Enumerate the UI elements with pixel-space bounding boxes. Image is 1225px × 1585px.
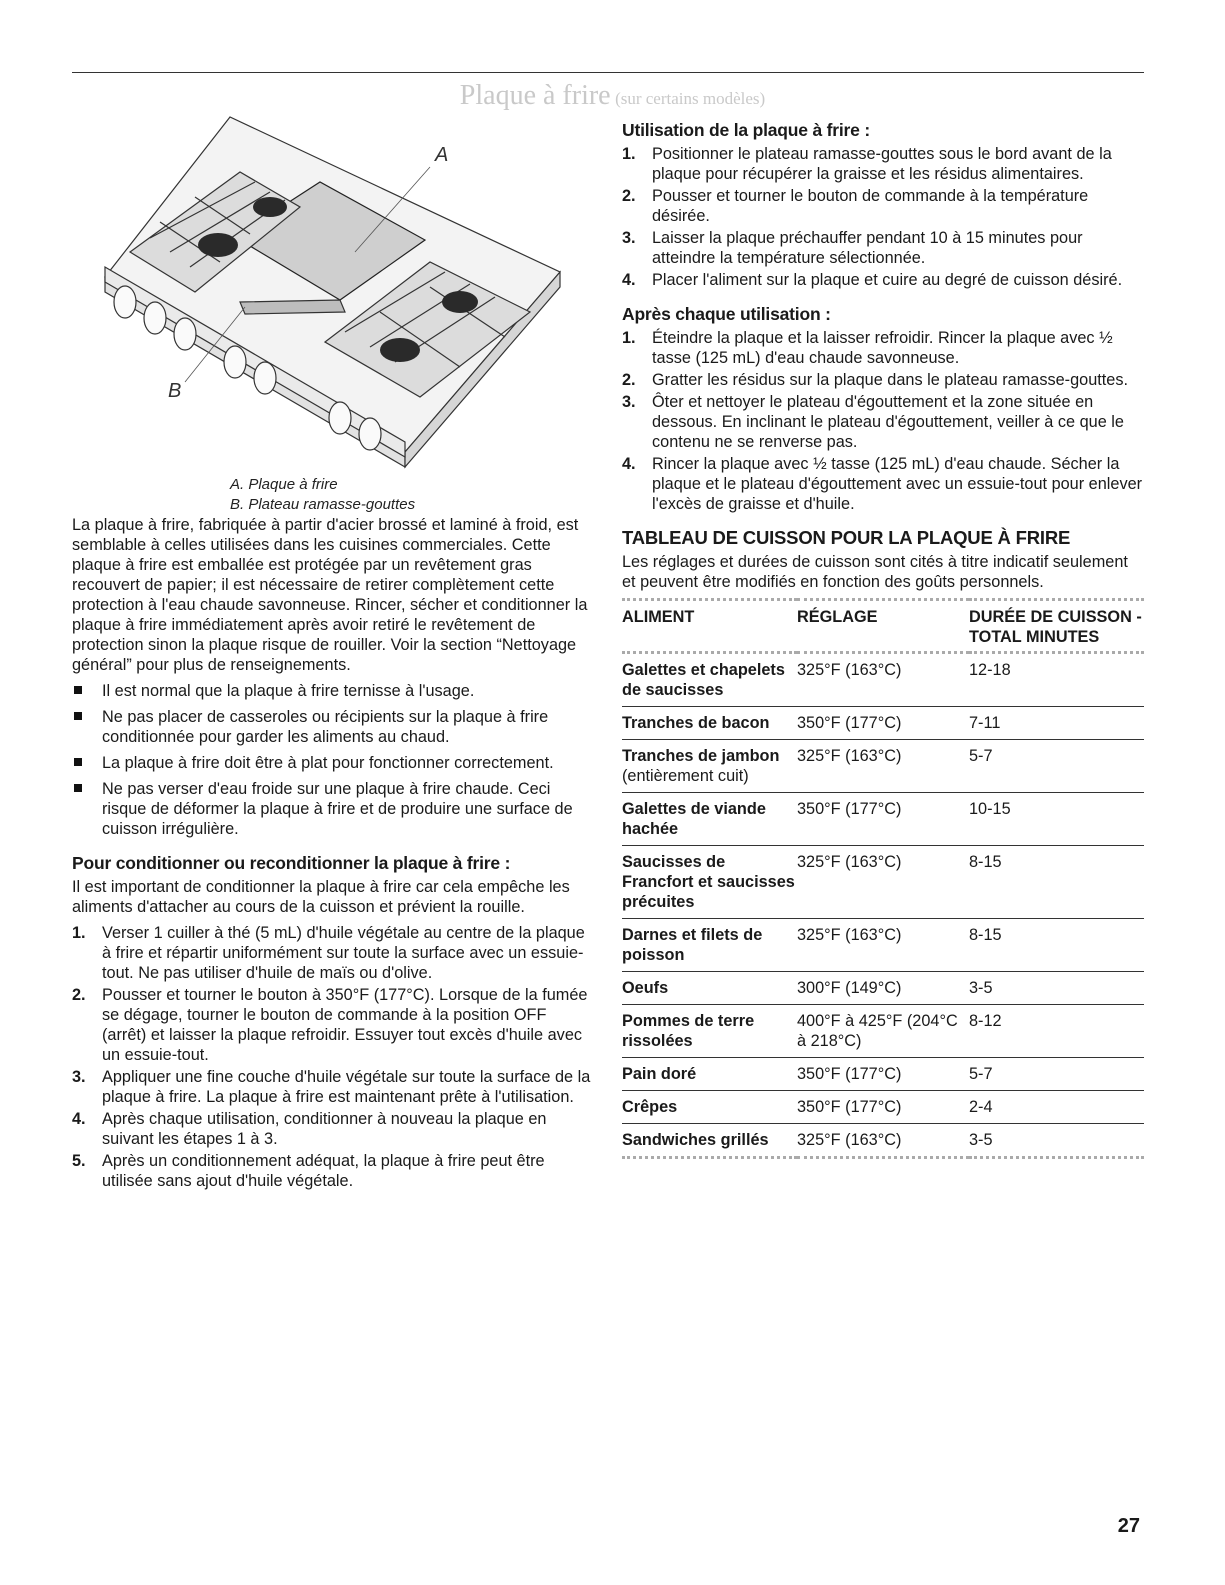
step-item (72, 1151, 592, 1191)
bullet-list (72, 681, 592, 839)
step-number: 4. (72, 1110, 86, 1128)
food-name: Saucisses de Francfort et saucisses précuites (622, 853, 795, 911)
food-name: Darnes et filets de poisson (622, 926, 763, 964)
after-steps (622, 328, 1144, 514)
header-food: ALIMENT (622, 608, 695, 626)
figure-label-b: B (168, 380, 182, 402)
page-header (0, 80, 1225, 112)
step-item (72, 923, 592, 983)
step-number: 2. (622, 371, 636, 389)
food-name: Oeufs (622, 979, 669, 997)
figure-captions (230, 475, 415, 515)
food-name: Galettes de viande hachée (622, 800, 766, 838)
step-item (622, 144, 1144, 184)
setting-cell: 325°F (163°C) (797, 919, 969, 972)
page-number: 27 (1117, 1515, 1140, 1537)
figure-label-a: A (435, 144, 449, 166)
food-cell (622, 1058, 797, 1091)
time-cell: 2-4 (969, 1091, 1144, 1124)
header-time: DURÉE DE CUISSON - TOTAL MINUTES (969, 608, 1142, 646)
step-text: Éteindre la plaque et la laisser refroidir. Rincer la plaque avec ½ tasse (125 mL) d'eau chaude savonneuse. (652, 329, 1113, 367)
setting-cell: 325°F (163°C) (797, 653, 969, 707)
setting-cell: 400°F à 425°F (204°C à 218°C) (797, 1005, 969, 1058)
table-row (622, 1124, 1144, 1158)
time-cell: 3-5 (969, 1124, 1144, 1158)
time-cell: 10-15 (969, 793, 1144, 846)
list-item (72, 681, 592, 701)
step-item (622, 328, 1144, 368)
setting-cell: 300°F (149°C) (797, 972, 969, 1005)
food-cell (622, 972, 797, 1005)
use-heading: Utilisation de la plaque à frire : (622, 120, 870, 140)
food-name: Crêpes (622, 1098, 678, 1116)
setting-cell: 325°F (163°C) (797, 1124, 969, 1158)
caption-b: B. Plateau ramasse-gouttes (230, 496, 416, 513)
step-text: Ôter et nettoyer le plateau d'égouttement et la zone située en dessous. En inclinant le plateau d'égouttement, veiller à ce que le contenu ne se renverse pas. (652, 393, 1124, 451)
food-name: Pain doré (622, 1065, 697, 1083)
table-row (622, 846, 1144, 919)
food-cell (622, 1005, 797, 1058)
table-intro: Les réglages et durées de cuisson sont cités à titre indicatif seulement et peuvent être modifiés en fonction des goûts personnels. (622, 553, 1128, 591)
step-item (72, 1109, 592, 1149)
intro-paragraph: La plaque à frire, fabriquée à partir d'acier brossé et laminé à froid, est semblable à celles utilisées dans les cuisines commerciales. Cette plaque à frire est emballée est protégée par un revêtement gras recouvert de papier; il est nécessaire de retirer complètement cette protection à l'eau chaude savonneuse. Rincer, sécher et conditionner la plaque à frire immédiatement après avoir retiré le revêtement de protection sinon la plaque risque de rouiller. Voir la section “Nettoyage général” pour plus de renseignements. (72, 516, 588, 674)
step-number: 1. (622, 329, 636, 347)
step-text: Après chaque utilisation, conditionner à nouveau la plaque en suivant les étapes 1 à 3. (102, 1110, 547, 1148)
right-column (622, 120, 1144, 1159)
table-row (622, 1058, 1144, 1091)
food-cell (622, 1091, 797, 1124)
table-row (622, 740, 1144, 793)
step-number: 3. (622, 229, 636, 247)
condition-steps (72, 923, 592, 1191)
time-cell: 3-5 (969, 972, 1144, 1005)
step-text: Verser 1 cuiller à thé (5 mL) d'huile végétale au centre de la plaque à frire et répartir uniformément sur toute la surface avec un essuie-tout. Ne pas utiliser d'huile de maïs ou d'olive. (102, 924, 585, 982)
step-item (72, 1067, 592, 1107)
cooking-table (622, 598, 1144, 1159)
food-cell (622, 740, 797, 793)
time-cell: 8-15 (969, 846, 1144, 919)
setting-cell: 325°F (163°C) (797, 740, 969, 793)
food-cell (622, 793, 797, 846)
header-rule (72, 72, 1144, 73)
step-text: Positionner le plateau ramasse-gouttes sous le bord avant de la plaque pour récupérer la graisse et les résidus alimentaires. (652, 145, 1112, 183)
food-cell (622, 653, 797, 707)
step-number: 2. (622, 187, 636, 205)
time-cell: 7-11 (969, 707, 1144, 740)
food-note: (entièrement cuit) (622, 767, 749, 785)
step-item (622, 186, 1144, 226)
left-column (72, 515, 592, 1195)
food-cell (622, 919, 797, 972)
use-steps (622, 144, 1144, 290)
table-row (622, 972, 1144, 1005)
food-cell (622, 707, 797, 740)
caption-a: A. Plaque à frire (230, 476, 338, 493)
step-text: Rincer la plaque avec ½ tasse (125 mL) d'eau chaude. Sécher la plaque et le plateau d'égouttement avec un essuie-tout pour enlever l'excès de graisse et d'huile. (652, 455, 1143, 513)
step-text: Pousser et tourner le bouton à 350°F (177°C). Lorsque de la fumée se dégage, tourner le bouton de commande à la position OFF (arrêt) et laisser la plaque refroidir. Essuyer tout excès d'huile avec un essuie-tout. (102, 986, 588, 1064)
step-number: 1. (72, 924, 86, 942)
food-name: Tranches de jambon (622, 747, 780, 765)
table-row (622, 1005, 1144, 1058)
bullet-icon (74, 686, 82, 694)
step-number: 2. (72, 986, 86, 1004)
setting-cell: 350°F (177°C) (797, 1058, 969, 1091)
food-name: Tranches de bacon (622, 714, 770, 732)
step-text: Pousser et tourner le bouton de commande à la température désirée. (652, 187, 1089, 225)
step-number: 4. (622, 455, 636, 473)
bullet-icon (74, 784, 82, 792)
cooktop-drawing (100, 112, 580, 472)
setting-cell: 350°F (177°C) (797, 1091, 969, 1124)
setting-cell: 325°F (163°C) (797, 846, 969, 919)
step-number: 1. (622, 145, 636, 163)
condition-heading: Pour conditionner ou reconditionner la plaque à frire : (72, 853, 511, 873)
food-name: Sandwiches grillés (622, 1131, 769, 1149)
time-cell: 8-15 (969, 919, 1144, 972)
step-item (622, 370, 1144, 390)
table-row (622, 707, 1144, 740)
step-text: Gratter les résidus sur la plaque dans le plateau ramasse-gouttes. (652, 371, 1129, 389)
step-item (622, 392, 1144, 452)
bullet-text: La plaque à frire doit être à plat pour fonctionner correctement. (102, 754, 554, 772)
list-item (72, 707, 592, 747)
page-subtitle: (sur certains modèles) (615, 89, 766, 108)
step-item (72, 985, 592, 1065)
table-heading: TABLEAU DE CUISSON POUR LA PLAQUE À FRIRE (622, 527, 1071, 548)
bullet-text: Il est normal que la plaque à frire ternisse à l'usage. (102, 682, 475, 700)
step-number: 3. (622, 393, 636, 411)
step-item (622, 228, 1144, 268)
bullet-icon (74, 712, 82, 720)
food-name: Galettes et chapelets de saucisses (622, 661, 785, 699)
step-text: Placer l'aliment sur la plaque et cuire au degré de cuisson désiré. (652, 271, 1123, 289)
time-cell: 12-18 (969, 653, 1144, 707)
table-row (622, 919, 1144, 972)
time-cell: 8-12 (969, 1005, 1144, 1058)
time-cell: 5-7 (969, 740, 1144, 793)
setting-cell: 350°F (177°C) (797, 707, 969, 740)
step-text: Laisser la plaque préchauffer pendant 10 à 15 minutes pour atteindre la température sélectionnée. (652, 229, 1083, 267)
food-cell (622, 1124, 797, 1158)
bullet-text: Ne pas placer de casseroles ou récipients sur la plaque à frire conditionnée pour garder les aliments au chaud. (102, 708, 549, 746)
header-setting: RÉGLAGE (797, 608, 878, 626)
time-cell: 5-7 (969, 1058, 1144, 1091)
setting-cell: 350°F (177°C) (797, 793, 969, 846)
step-text: Appliquer une fine couche d'huile végétale sur toute la surface de la plaque à frire. La plaque à frire est maintenant prête à l'utilisation. (102, 1068, 591, 1106)
list-item (72, 779, 592, 839)
food-cell (622, 846, 797, 919)
condition-intro: Il est important de conditionner la plaque à frire car cela empêche les aliments d'attacher au cours de la cuisson et prévient la rouille. (72, 878, 570, 916)
step-number: 5. (72, 1152, 86, 1170)
food-name: Pommes de terre rissolées (622, 1012, 755, 1050)
step-number: 4. (622, 271, 636, 289)
table-header-row (622, 600, 1144, 653)
step-item (622, 454, 1144, 514)
after-heading: Après chaque utilisation : (622, 304, 831, 324)
bullet-text: Ne pas verser d'eau froide sur une plaque à frire chaude. Ceci risque de déformer la plaque à frire et de produire une surface de cuisson irrégulière. (102, 780, 573, 838)
bullet-icon (74, 758, 82, 766)
table-row (622, 1091, 1144, 1124)
cooktop-illustration (100, 112, 580, 472)
step-number: 3. (72, 1068, 86, 1086)
page-title: Plaque à frire (459, 80, 611, 111)
step-text: Après un conditionnement adéquat, la plaque à frire peut être utilisée sans ajout d'huile végétale. (102, 1152, 545, 1190)
step-item (622, 270, 1144, 290)
list-item (72, 753, 592, 773)
table-row (622, 653, 1144, 707)
table-row (622, 793, 1144, 846)
